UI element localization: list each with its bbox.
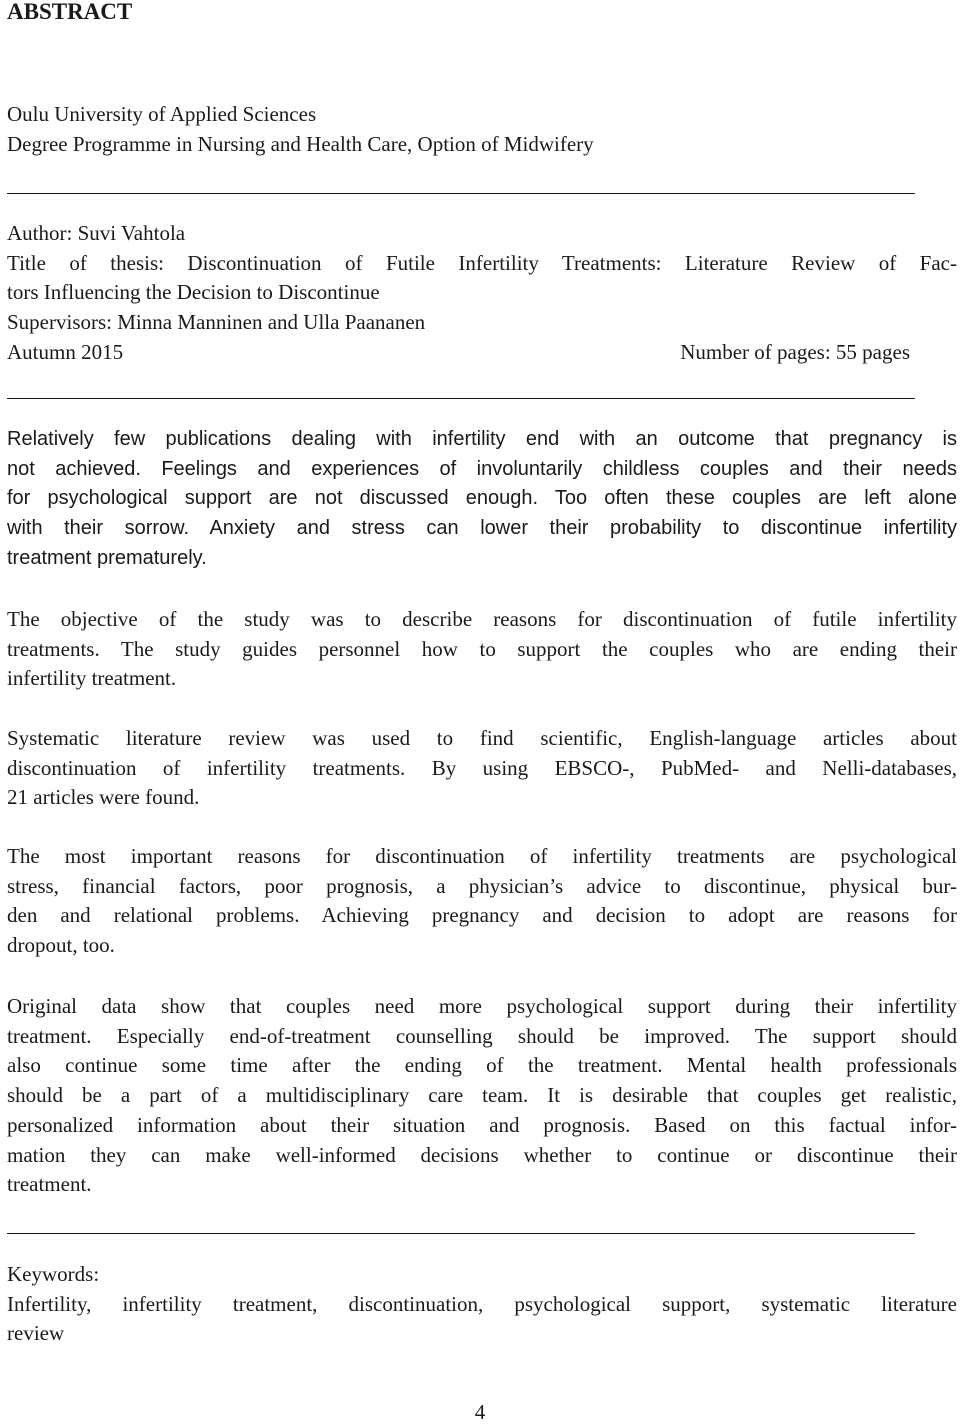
paragraph-line: Original data show that couples need more psychological support during their infertility [7,994,957,1018]
paragraph-line: den and relational problems. Achieving pregnancy and decision to adopt are reasons for [7,903,957,928]
degree-programme: Degree Programme in Nursing and Health Care, Option of Midwifery [7,131,594,156]
school-name: Oulu University of Applied Sciences [7,102,317,126]
paragraph-line: with their sorrow. Anxiety and stress can lower their probability to discontinue infertility [7,517,957,540]
thesis-title-line-2: tors Influencing the Decision to Discontinue [7,280,380,305]
abstract-paragraph-5 [7,992,957,1200]
paragraph-line: personalized information about their situation and prognosis. Based on this factual infor- [7,1112,957,1137]
abstract-paragraph-2 [7,605,957,694]
keywords-block [7,1260,957,1349]
paragraph-line: not achieved. Feelings and experiences of involuntarily childless couples and their needs [7,457,957,480]
paragraph-line: treatment. Especially end-of-treatment counselling should be improved. The support should [7,1023,957,1048]
paragraph-line: dropout, too. [7,933,115,958]
divider-top [7,193,915,194]
keywords-label: Keywords: [7,1262,100,1286]
paragraph-line: treatment prematurely. [7,546,207,569]
page-heading: ABSTRACT [7,0,133,24]
paragraph-line: mation they can make well-informed decisions whether to continue or discontinue their [7,1142,957,1167]
author-line: Author: Suvi Vahtola [7,221,186,245]
keywords-line-2: review [7,1321,65,1346]
paragraph-line: discontinuation of infertility treatments. By using EBSCO-, PubMed- and Nelli-databases, [7,755,957,780]
keywords-line-1: Infertility, infertility treatment, discontinuation, psychological support, systematic literature [7,1291,957,1316]
paragraph-line: Relatively few publications dealing with infertility end with an outcome that pregnancy is [7,428,957,450]
abstract-paragraph-1 [7,425,957,574]
thesis-meta-block [7,219,957,338]
abstract-paragraph-4 [7,842,957,961]
page-count-label: Number of pages: 55 pages [680,340,910,364]
page-number: 4 [474,1400,486,1424]
divider-middle [7,398,915,399]
paragraph-line: Systematic literature review was used to find scientific, English-language articles about [7,726,957,750]
thesis-title-line-1: Title of thesis: Discontinuation of Futile Infertility Treatments: Literature Review of Fac- [7,250,957,275]
institution-block [7,100,957,159]
supervisors-line: Supervisors: Minna Manninen and Ulla Paananen [7,310,426,335]
paragraph-line: The objective of the study was to describe reasons for discontinuation of futile infertility [7,607,957,631]
paragraph-line: treatments. The study guides personnel how to support the couples who are ending their [7,636,957,661]
paragraph-line: treatment. [7,1172,92,1197]
paragraph-line: The most important reasons for discontinuation of infertility treatments are psychological [7,844,957,868]
paragraph-line: stress, financial factors, poor prognosis, a physician’s advice to discontinue, physical bur- [7,873,957,898]
abstract-paragraph-3 [7,724,957,813]
term-label: Autumn 2015 [7,340,124,364]
paragraph-line: infertility treatment. [7,666,177,691]
term-pages-row [7,338,910,368]
paragraph-line: 21 articles were found. [7,785,200,810]
paragraph-line: for psychological support are not discussed enough. Too often these couples are left alone [7,487,957,510]
paragraph-line: should be a part of a multidisciplinary care team. It is desirable that couples get realistic, [7,1083,957,1108]
paragraph-line: also continue some time after the ending of the treatment. Mental health professionals [7,1053,957,1078]
divider-bottom [7,1233,915,1234]
